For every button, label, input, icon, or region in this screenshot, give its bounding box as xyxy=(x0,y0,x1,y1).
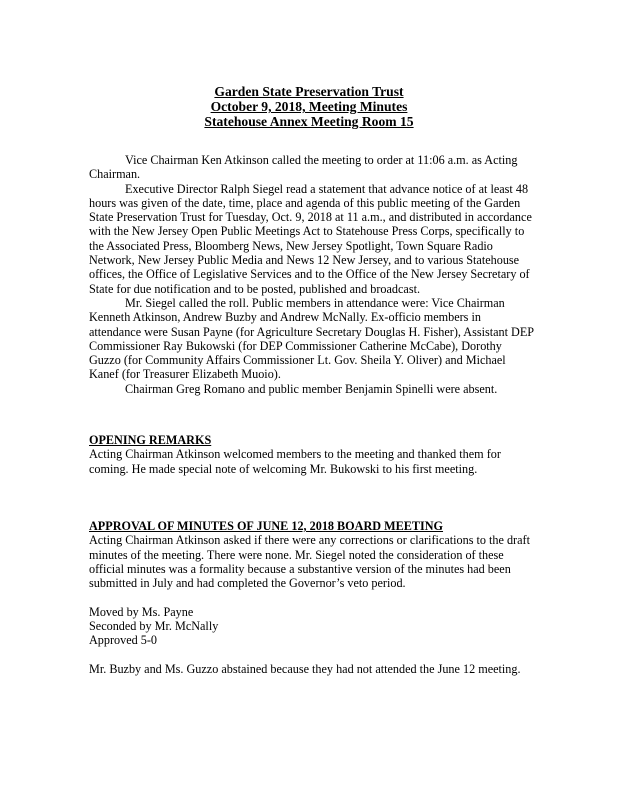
intro-absent-members: Chairman Greg Romano and public member Benjamin Spinelli were absent. xyxy=(125,381,498,396)
intro-roll-call: Mr. Siegel called the roll. Public members in attendance were: Vice Chairman Kenneth Atkinson, Andrew Buzby and Andrew McNally. Ex-officio members in attendance were Susan Payne (for Agriculture Secretary Douglas H. Fisher), Assistant DEP Commissioner Ray Bukowski (for DEP Commissioner Catherine McCabe), Dorothy Guzzo (for Community Affairs Commissioner Lt. Gov. Sheila Y. Oliver) and Michael Kanef (for Treasurer Elizabeth Muoio). xyxy=(89,295,534,382)
title-meeting-date: October 9, 2018, Meeting Minutes xyxy=(210,99,408,115)
opening-remarks-heading: OPENING REMARKS xyxy=(89,433,212,447)
approval-section xyxy=(89,519,535,676)
title-organization: Garden State Preservation Trust xyxy=(214,84,404,99)
approval-heading: APPROVAL OF MINUTES OF JUNE 12, 2018 BOARD MEETING xyxy=(89,519,444,533)
vote-result: Approved 5-0 xyxy=(89,633,158,648)
approval-text: Acting Chairman Atkinson asked if there were any corrections or clarifications to the draft minutes of the meeting. There were none. Mr. Siegel noted the consideration of these official minutes was a formality because a substantive version of the minutes had been submitted in July and had completed the Governor’s veto period. xyxy=(89,533,530,591)
opening-remarks-section xyxy=(89,433,535,476)
document-title xyxy=(0,84,618,130)
title-location: Statehouse Annex Meeting Room 15 xyxy=(204,114,414,130)
intro-call-to-order: Vice Chairman Ken Atkinson called the meeting to order at 11:06 a.m. as Acting Chairman. xyxy=(89,153,518,182)
seconded-by: Seconded by Mr. McNally xyxy=(89,619,219,634)
moved-by: Moved by Ms. Payne xyxy=(89,604,194,619)
intro-section xyxy=(89,153,535,396)
opening-remarks-text: Acting Chairman Atkinson welcomed members to the meeting and thanked them for coming. He made special note of welcoming Mr. Bukowski to his first meeting. xyxy=(89,447,501,476)
abstention-note: Mr. Buzby and Ms. Guzzo abstained because they had not attended the June 12 meeting. xyxy=(89,661,521,676)
intro-notice-statement: Executive Director Ralph Siegel read a statement that advance notice of at least 48 hours was given of the date, time, place and agenda of this public meeting of the Garden State Preservation Trust for Tuesday, Oct. 9, 2018 at 11 a.m., and distributed in accordance with the New Jersey Open Public Meetings Act to Statehouse Press Corps, specifically to the Associated Press, Bloomberg News, New Jersey Spotlight, Town Square Radio Network, New Jersey Public Media and News 12 New Jersey, and to various Statehouse offices, the Office of Legislative Services and to the Office of the New Jersey Secretary of State for due notification and to be posted, published and broadcast. xyxy=(89,181,532,296)
